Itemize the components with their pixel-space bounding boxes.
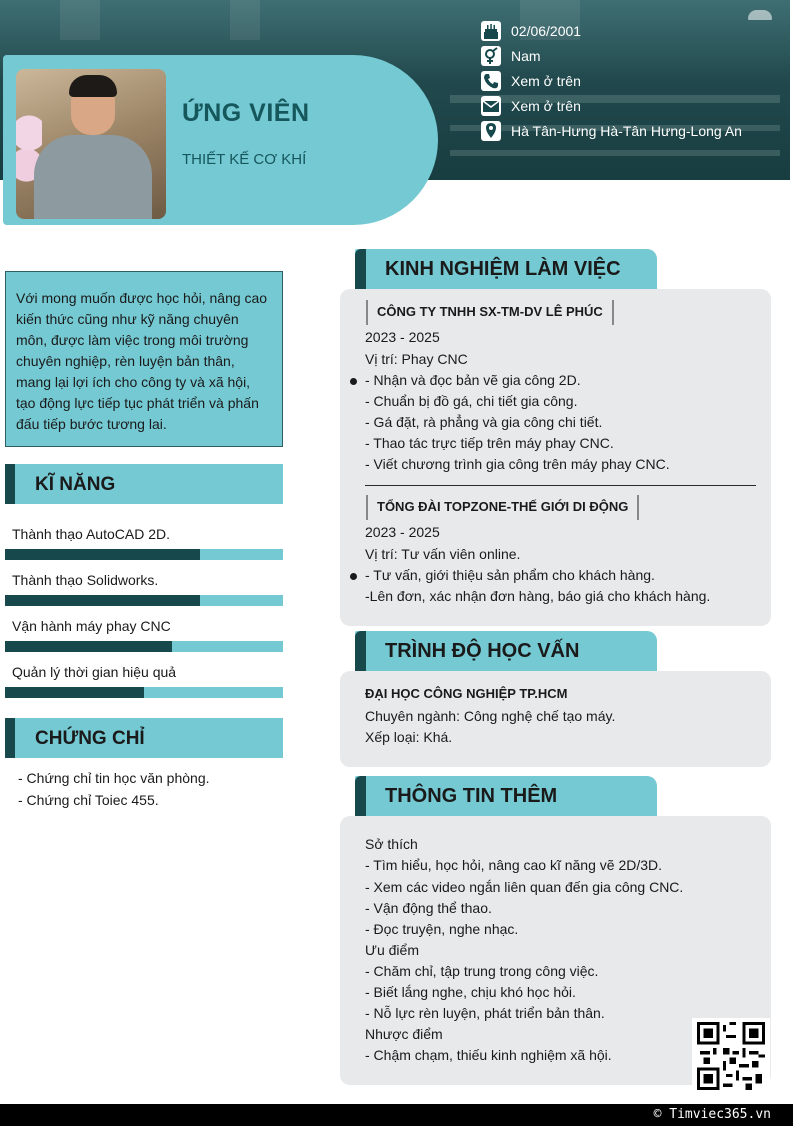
skills-heading <box>5 464 283 504</box>
certificate-item: - Chứng chỉ tin học văn phòng. <box>18 770 210 786</box>
info-line: - Tìm hiểu, học hỏi, nâng cao kĩ năng vẽ 2D/3D. <box>365 857 663 873</box>
info-line: - Xem các video ngắn liên quan đến gia công CNC. <box>365 879 684 895</box>
company-name: CÔNG TY TNHH SX-TM-DV LÊ PHÚC <box>366 300 614 325</box>
bullet-dot <box>350 573 357 580</box>
company-name: TỔNG ĐÀI TOPZONE-THẾ GIỚI DI ĐỘNG <box>366 495 639 520</box>
skill-bar-fill <box>5 641 172 652</box>
section-title: KĨ NĂNG <box>35 474 116 495</box>
footer-credit[interactable]: © Timviec365.vn <box>653 1107 771 1122</box>
skill-label: Thành thạo Solidworks. <box>12 572 159 588</box>
avatar <box>16 69 166 219</box>
skill-bar <box>5 687 283 698</box>
skill-bar-fill <box>5 595 200 606</box>
contact-value: 02/06/2001 <box>511 22 582 39</box>
banner-decor <box>60 0 100 40</box>
info-line: - Chậm chạm, thiếu kinh nghiệm xã hội. <box>365 1047 612 1063</box>
banner-decor <box>230 0 260 40</box>
job-duty: - Thao tác trực tiếp trên máy phay CNC. <box>365 435 614 451</box>
bullet-dot <box>350 378 357 385</box>
contact-list <box>481 18 742 143</box>
contact-gender <box>481 43 742 68</box>
info-line: - Chăm chỉ, tập trung trong công việc. <box>365 963 599 979</box>
banner-decor <box>450 150 780 156</box>
job-duty: - Viết chương trình gia công trên máy phay CNC. <box>365 456 670 472</box>
job-duty: - Gá đặt, rà phẳng và gia công chi tiết. <box>365 414 603 430</box>
contact-value: Xem ở trên <box>511 72 581 89</box>
section-title: CHỨNG CHỈ <box>35 728 145 749</box>
job-position: Vị trí: Phay CNC <box>365 351 468 367</box>
info-line: Sở thích <box>365 836 418 852</box>
job-duty: -Lên đơn, xác nhận đơn hàng, báo giá cho khách hàng. <box>365 588 711 604</box>
contact-value: Nam <box>511 47 541 64</box>
section-title: KINH NGHIỆM LÀM VIỆC <box>385 258 621 280</box>
skill-bar-fill <box>5 549 200 560</box>
additional-info-heading <box>355 776 657 816</box>
certificates-heading <box>5 718 283 758</box>
section-title: THÔNG TIN THÊM <box>385 785 558 807</box>
map-pin-icon <box>481 121 501 141</box>
banner-decor <box>748 10 772 20</box>
info-line: - Vận động thể thao. <box>365 900 492 916</box>
info-line: - Đọc truyện, nghe nhạc. <box>365 921 519 937</box>
job-duty: - Nhận và đọc bản vẽ gia công 2D. <box>365 372 581 388</box>
job-duty: - Tư vấn, giới thiệu sản phẩm cho khách hàng. <box>365 567 655 583</box>
section-title: TRÌNH ĐỘ HỌC VẤN <box>385 640 580 662</box>
skill-bar <box>5 595 283 606</box>
skill-bar-fill <box>5 687 144 698</box>
skill-label: Thành thạo AutoCAD 2D. <box>12 526 170 542</box>
experience-heading <box>355 249 657 289</box>
contact-value: Xem ở trên <box>511 97 581 114</box>
skill-label: Vận hành máy phay CNC <box>12 618 171 634</box>
info-line: - Biết lắng nghe, chịu khó học hỏi. <box>365 984 576 1000</box>
contact-phone <box>481 68 742 93</box>
info-line: - Nỗ lực rèn luyện, phát triển bản thân. <box>365 1005 605 1021</box>
contact-email <box>481 93 742 118</box>
job-duty: - Chuẩn bị đồ gá, chi tiết gia công. <box>365 393 578 409</box>
phone-icon <box>481 71 501 91</box>
school-name: ĐẠI HỌC CÔNG NGHIỆP TP.HCM <box>365 686 568 701</box>
job-divider <box>365 485 756 486</box>
contact-address <box>481 118 742 143</box>
gender-icon <box>481 46 501 66</box>
job-period: 2023 - 2025 <box>365 329 440 345</box>
qr-code[interactable] <box>692 1018 770 1094</box>
footer-bar <box>0 1104 793 1126</box>
education-major: Chuyên ngành: Công nghệ chế tạo máy. <box>365 708 616 724</box>
career-objective: Với mong muốn được học hỏi, nâng cao kiến thức cũng như kỹ năng chuyên môn, được làm việc trong môi trường chuyên nghiệp, rèn luyện bản thân, mang lại lợi ích cho công ty và xã hội, tạo động lực tiếp tục phát triển và phấn đấu tiếp bước tương lai. <box>5 271 283 447</box>
skill-bar <box>5 641 283 652</box>
education-grade: Xếp loại: Khá. <box>365 729 453 745</box>
envelope-icon <box>481 96 501 116</box>
info-line: Ưu điểm <box>365 942 419 958</box>
skill-label: Quản lý thời gian hiệu quả <box>12 664 177 680</box>
skill-bar <box>5 549 283 560</box>
contact-value: Hà Tân-Hưng Hà-Tân Hưng-Long An <box>511 122 742 139</box>
candidate-name: ỨNG VIÊN <box>182 99 310 127</box>
job-period: 2023 - 2025 <box>365 524 440 540</box>
education-heading <box>355 631 657 671</box>
certificate-item: - Chứng chỉ Toiec 455. <box>18 792 159 808</box>
birthday-cake-icon <box>481 21 501 41</box>
job-position: Vị trí: Tư vấn viên online. <box>365 546 521 562</box>
info-line: Nhược điểm <box>365 1026 443 1042</box>
job-title: THIẾT KẾ CƠ KHÍ <box>182 151 307 168</box>
contact-birthday <box>481 18 742 43</box>
